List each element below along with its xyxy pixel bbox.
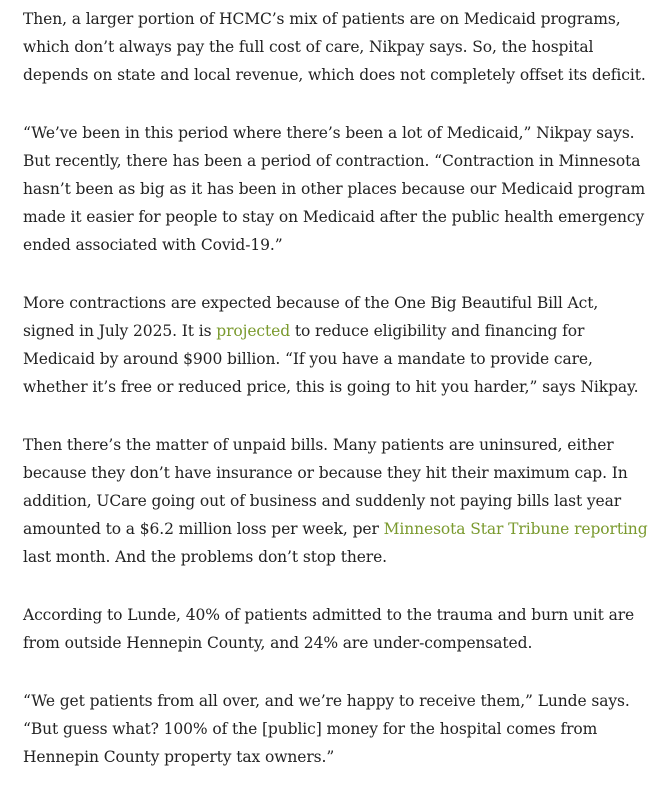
star-tribune-reporting-link[interactable]: Minnesota Star Tribune reporting (383, 520, 648, 538)
paragraph-bill-act (23, 289, 653, 401)
paragraph-text: “We get patients from all over, and we’re happy to receive them,” Lunde says. “But guess what? 100% of the [public] money for the hospital comes from Hennepin County property tax owners.” (23, 692, 630, 766)
article-body (23, 5, 653, 801)
paragraph-text: Then there’s the matter of unpaid bills. Many patients are uninsured, either because they don’t have insurance or because they hit their maximum cap. In addition, UCare going out of business and suddenly not paying bills last year amounted to a $6.2 million loss per week, per (23, 436, 628, 538)
paragraph-text: last month. And the problems don’t stop there. (23, 548, 387, 566)
paragraph-text: According to Lunde, 40% of patients admitted to the trauma and burn unit are from outside Hennepin County, and 24% are under-compensated. (23, 606, 635, 652)
paragraph-medicaid-mix (23, 5, 653, 89)
projected-link[interactable]: projected (216, 322, 291, 340)
paragraph-text: to reduce eligibility and financing for Medicaid by around $900 billion. “If you have a mandate to provide care, whether it’s free or reduced price, this is going to hit you harder,” says Nikpay. (23, 322, 639, 396)
paragraph-lunde-quote (23, 687, 653, 771)
paragraph-text: Then, a larger portion of HCMC’s mix of patients are on Medicaid programs, which don’t always pay the full cost of care, Nikpay says. So, the hospital depends on state and local revenue, which does not completely offset its deficit. (23, 10, 646, 84)
paragraph-medicaid-contraction-quote (23, 119, 653, 259)
paragraph-trauma-unit-stats (23, 601, 653, 657)
paragraph-unpaid-bills (23, 431, 653, 571)
paragraph-text: “We’ve been in this period where there’s been a lot of Medicaid,” Nikpay says. But recently, there has been a period of contraction. “Contraction in Minnesota hasn’t been as big as it has been in other places because our Medicaid program made it easier for people to stay on Medicaid after the public health emergency ended associated with Covid-19.” (23, 124, 646, 254)
paragraph-text: More contractions are expected because of the One Big Beautiful Bill Act, signed in July 2025. It is (23, 294, 599, 340)
